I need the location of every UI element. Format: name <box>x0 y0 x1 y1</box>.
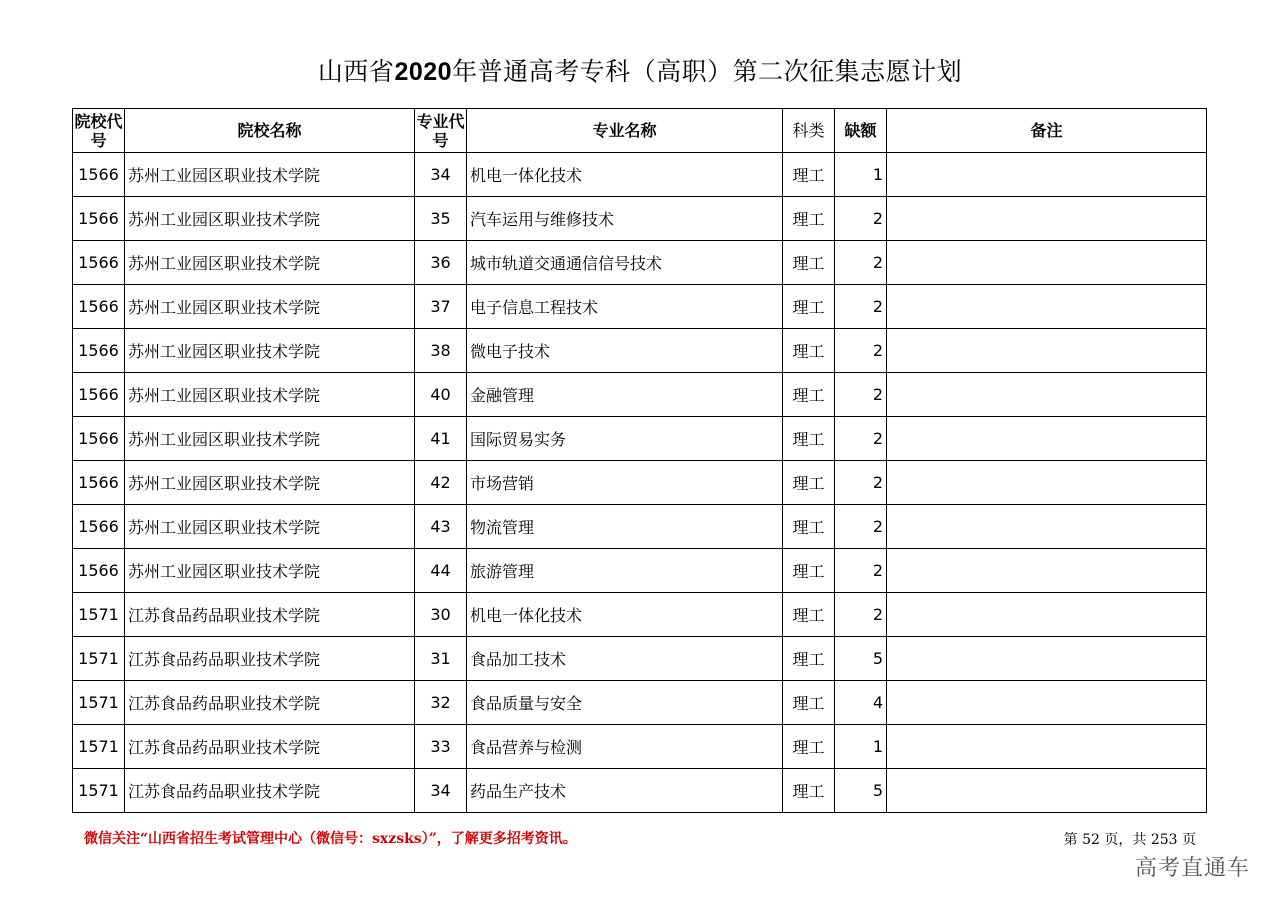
cell-remarks <box>887 373 1207 417</box>
cell-vacancy: 2 <box>835 417 887 461</box>
cell-school-code: 1566 <box>73 329 125 373</box>
cell-major-code: 41 <box>415 417 467 461</box>
table-row <box>73 593 1207 637</box>
cell-school-name: 江苏食品药品职业技术学院 <box>125 637 415 681</box>
table-row <box>73 549 1207 593</box>
table-row <box>73 725 1207 769</box>
cell-school-name: 苏州工业园区职业技术学院 <box>125 285 415 329</box>
cell-major-code: 38 <box>415 329 467 373</box>
cell-remarks <box>887 417 1207 461</box>
cell-category: 理工 <box>783 373 835 417</box>
cell-remarks <box>887 153 1207 197</box>
cell-category: 理工 <box>783 725 835 769</box>
cell-major-code: 31 <box>415 637 467 681</box>
cell-major-code: 37 <box>415 285 467 329</box>
cell-vacancy: 5 <box>835 769 887 813</box>
cell-school-code: 1566 <box>73 285 125 329</box>
cell-remarks <box>887 461 1207 505</box>
source-watermark: 高考直通车 <box>1134 856 1250 881</box>
cell-major-name: 电子信息工程技术 <box>467 285 783 329</box>
cell-school-code: 1566 <box>73 241 125 285</box>
cell-vacancy: 2 <box>835 593 887 637</box>
cell-category: 理工 <box>783 505 835 549</box>
cell-school-code: 1566 <box>73 373 125 417</box>
cell-category: 理工 <box>783 593 835 637</box>
cell-school-code: 1571 <box>73 769 125 813</box>
cell-school-name: 苏州工业园区职业技术学院 <box>125 373 415 417</box>
cell-remarks <box>887 637 1207 681</box>
cell-category: 理工 <box>783 769 835 813</box>
cell-vacancy: 2 <box>835 241 887 285</box>
header-vacancy: 缺额 <box>835 109 887 153</box>
cell-remarks <box>887 241 1207 285</box>
header-major-name: 专业名称 <box>467 109 783 153</box>
cell-school-code: 1566 <box>73 505 125 549</box>
title-year: 2020 <box>394 58 453 86</box>
table-row <box>73 417 1207 461</box>
table-row <box>73 505 1207 549</box>
cell-vacancy: 2 <box>835 197 887 241</box>
cell-school-code: 1566 <box>73 153 125 197</box>
header-school-code: 院校代号 <box>73 109 125 153</box>
table-row <box>73 197 1207 241</box>
cell-major-name: 药品生产技术 <box>467 769 783 813</box>
cell-major-name: 机电一体化技术 <box>467 593 783 637</box>
cell-major-name: 食品质量与安全 <box>467 681 783 725</box>
cell-remarks <box>887 593 1207 637</box>
cell-category: 理工 <box>783 285 835 329</box>
table-header-row <box>73 109 1207 153</box>
cell-major-code: 42 <box>415 461 467 505</box>
table-row <box>73 241 1207 285</box>
cell-category: 理工 <box>783 197 835 241</box>
table-row <box>73 373 1207 417</box>
cell-major-code: 40 <box>415 373 467 417</box>
cell-school-name: 苏州工业园区职业技术学院 <box>125 461 415 505</box>
cell-major-name: 食品营养与检测 <box>467 725 783 769</box>
cell-school-name: 苏州工业园区职业技术学院 <box>125 329 415 373</box>
cell-vacancy: 5 <box>835 637 887 681</box>
cell-major-name: 微电子技术 <box>467 329 783 373</box>
table-row <box>73 681 1207 725</box>
cell-school-name: 苏州工业园区职业技术学院 <box>125 153 415 197</box>
cell-major-code: 44 <box>415 549 467 593</box>
cell-remarks <box>887 285 1207 329</box>
table-row <box>73 461 1207 505</box>
cell-major-code: 35 <box>415 197 467 241</box>
cell-category: 理工 <box>783 153 835 197</box>
cell-major-code: 43 <box>415 505 467 549</box>
cell-school-name: 江苏食品药品职业技术学院 <box>125 725 415 769</box>
cell-major-code: 30 <box>415 593 467 637</box>
cell-vacancy: 2 <box>835 285 887 329</box>
table-body <box>73 153 1207 813</box>
cell-category: 理工 <box>783 241 835 285</box>
page-title <box>0 56 1280 88</box>
cell-remarks <box>887 725 1207 769</box>
cell-school-code: 1571 <box>73 637 125 681</box>
cell-major-name: 城市轨道交通通信信号技术 <box>467 241 783 285</box>
cell-major-name: 国际贸易实务 <box>467 417 783 461</box>
cell-school-name: 苏州工业园区职业技术学院 <box>125 241 415 285</box>
header-category: 科类 <box>783 109 835 153</box>
header-school-name: 院校名称 <box>125 109 415 153</box>
cell-major-name: 物流管理 <box>467 505 783 549</box>
cell-vacancy: 1 <box>835 153 887 197</box>
cell-major-name: 市场营销 <box>467 461 783 505</box>
header-major-code: 专业代号 <box>415 109 467 153</box>
cell-school-code: 1571 <box>73 593 125 637</box>
table-row <box>73 329 1207 373</box>
cell-school-name: 苏州工业园区职业技术学院 <box>125 417 415 461</box>
table-row <box>73 153 1207 197</box>
cell-school-code: 1571 <box>73 681 125 725</box>
cell-category: 理工 <box>783 549 835 593</box>
title-suffix: 年普通高考专科（高职）第二次征集志愿计划 <box>452 58 963 86</box>
cell-remarks <box>887 329 1207 373</box>
cell-major-code: 33 <box>415 725 467 769</box>
cell-remarks <box>887 681 1207 725</box>
cell-vacancy: 1 <box>835 725 887 769</box>
cell-vacancy: 2 <box>835 461 887 505</box>
cell-major-code: 34 <box>415 769 467 813</box>
cell-category: 理工 <box>783 417 835 461</box>
table-row <box>73 285 1207 329</box>
cell-remarks <box>887 769 1207 813</box>
cell-school-name: 江苏食品药品职业技术学院 <box>125 769 415 813</box>
cell-vacancy: 4 <box>835 681 887 725</box>
header-remarks: 备注 <box>887 109 1207 153</box>
cell-major-name: 汽车运用与维修技术 <box>467 197 783 241</box>
cell-major-name: 金融管理 <box>467 373 783 417</box>
page-number: 第 52 页，共 253 页 <box>1063 832 1196 848</box>
cell-vacancy: 2 <box>835 329 887 373</box>
cell-school-code: 1566 <box>73 549 125 593</box>
cell-category: 理工 <box>783 637 835 681</box>
cell-remarks <box>887 549 1207 593</box>
cell-school-name: 苏州工业园区职业技术学院 <box>125 197 415 241</box>
cell-vacancy: 2 <box>835 549 887 593</box>
cell-school-name: 苏州工业园区职业技术学院 <box>125 549 415 593</box>
cell-remarks <box>887 505 1207 549</box>
cell-school-name: 江苏食品药品职业技术学院 <box>125 593 415 637</box>
cell-school-code: 1566 <box>73 461 125 505</box>
table-row <box>73 769 1207 813</box>
cell-vacancy: 2 <box>835 505 887 549</box>
cell-major-name: 机电一体化技术 <box>467 153 783 197</box>
enrollment-plan-table <box>72 108 1207 813</box>
cell-vacancy: 2 <box>835 373 887 417</box>
cell-school-name: 江苏食品药品职业技术学院 <box>125 681 415 725</box>
cell-major-code: 34 <box>415 153 467 197</box>
cell-school-code: 1571 <box>73 725 125 769</box>
cell-school-code: 1566 <box>73 417 125 461</box>
title-prefix: 山西省 <box>317 58 395 86</box>
cell-school-code: 1566 <box>73 197 125 241</box>
cell-category: 理工 <box>783 681 835 725</box>
cell-major-code: 36 <box>415 241 467 285</box>
table-row <box>73 637 1207 681</box>
cell-school-name: 苏州工业园区职业技术学院 <box>125 505 415 549</box>
cell-major-code: 32 <box>415 681 467 725</box>
cell-category: 理工 <box>783 329 835 373</box>
cell-category: 理工 <box>783 461 835 505</box>
cell-major-name: 食品加工技术 <box>467 637 783 681</box>
wechat-follow-note: 微信关注“山西省招生考试管理中心（微信号：sxzsks）”，了解更多招考资讯。 <box>84 831 577 847</box>
cell-remarks <box>887 197 1207 241</box>
cell-major-name: 旅游管理 <box>467 549 783 593</box>
